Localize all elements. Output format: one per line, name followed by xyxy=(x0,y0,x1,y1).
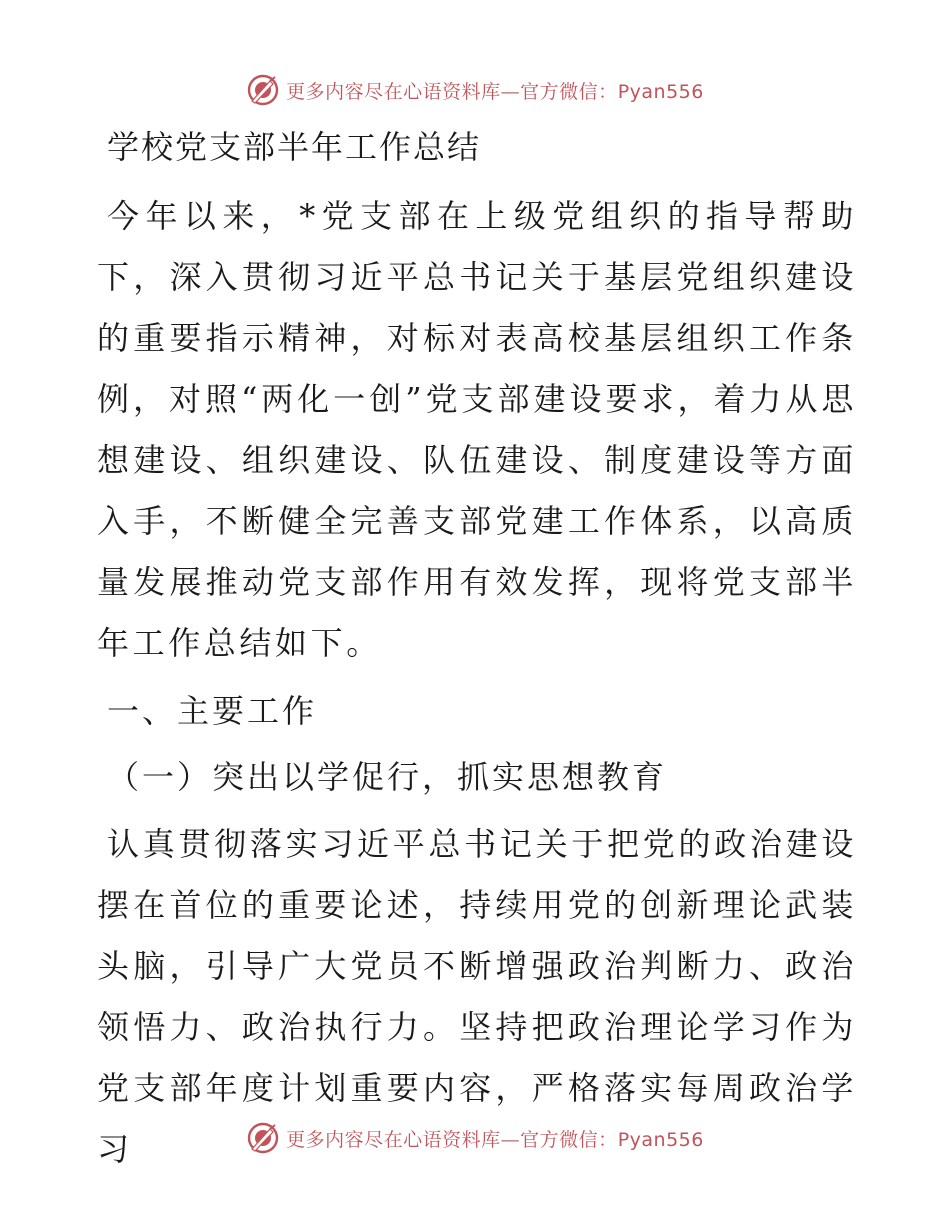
intro-paragraph: 今年以来，*党支部在上级党组织的指导帮助下，深入贯彻习近平总书记关于基层党组织建设的重要指示精神，对标对表高校基层组织工作条例，对照“两化一创”党支部建设要求，着力从思想建设、组织建设、队伍建设、制度建设等方面入手，不断健全完善支部党建工作体系，以高质量发展推动党支部作用有效发挥，现将党支部半年工作总结如下。 xyxy=(97,197,857,662)
watermark-main: 更多内容尽在心语资料库 xyxy=(286,80,501,103)
sub-section-paragraph: 认真贯彻落实习近平总书记关于把党的政治建设摆在首位的重要论述，持续用党的创新理论武装头脑，引导广大党员不断增强政治判断力、政治领悟力、政治执行力。坚持把政治理论学习作为党支部年度计划重要内容，严格落实每周政治学习 xyxy=(97,825,857,1168)
page-header-watermark xyxy=(0,70,950,110)
watermark-official: 官方微信： xyxy=(520,1128,618,1151)
watermark-official: 官方微信： xyxy=(520,80,618,103)
section-heading: 一、主要工作 xyxy=(107,692,318,730)
document-body xyxy=(97,118,857,1180)
watermark-account: Pyan556 xyxy=(617,80,704,103)
watermark-main: 更多内容尽在心语资料库 xyxy=(286,1128,501,1151)
watermark-separator: — xyxy=(500,80,521,103)
watermark-text xyxy=(286,1125,704,1152)
quill-seal-icon xyxy=(246,73,280,107)
document-title: 学校党支部半年工作总结 xyxy=(107,128,482,166)
watermark-text xyxy=(286,77,704,104)
page-footer-watermark xyxy=(0,1118,950,1158)
watermark-separator: — xyxy=(500,1128,521,1151)
watermark-account: Pyan556 xyxy=(617,1128,704,1151)
quill-seal-icon xyxy=(246,1121,280,1155)
sub-section-heading: （一）突出以学促行，抓实思想教育 xyxy=(107,758,668,796)
